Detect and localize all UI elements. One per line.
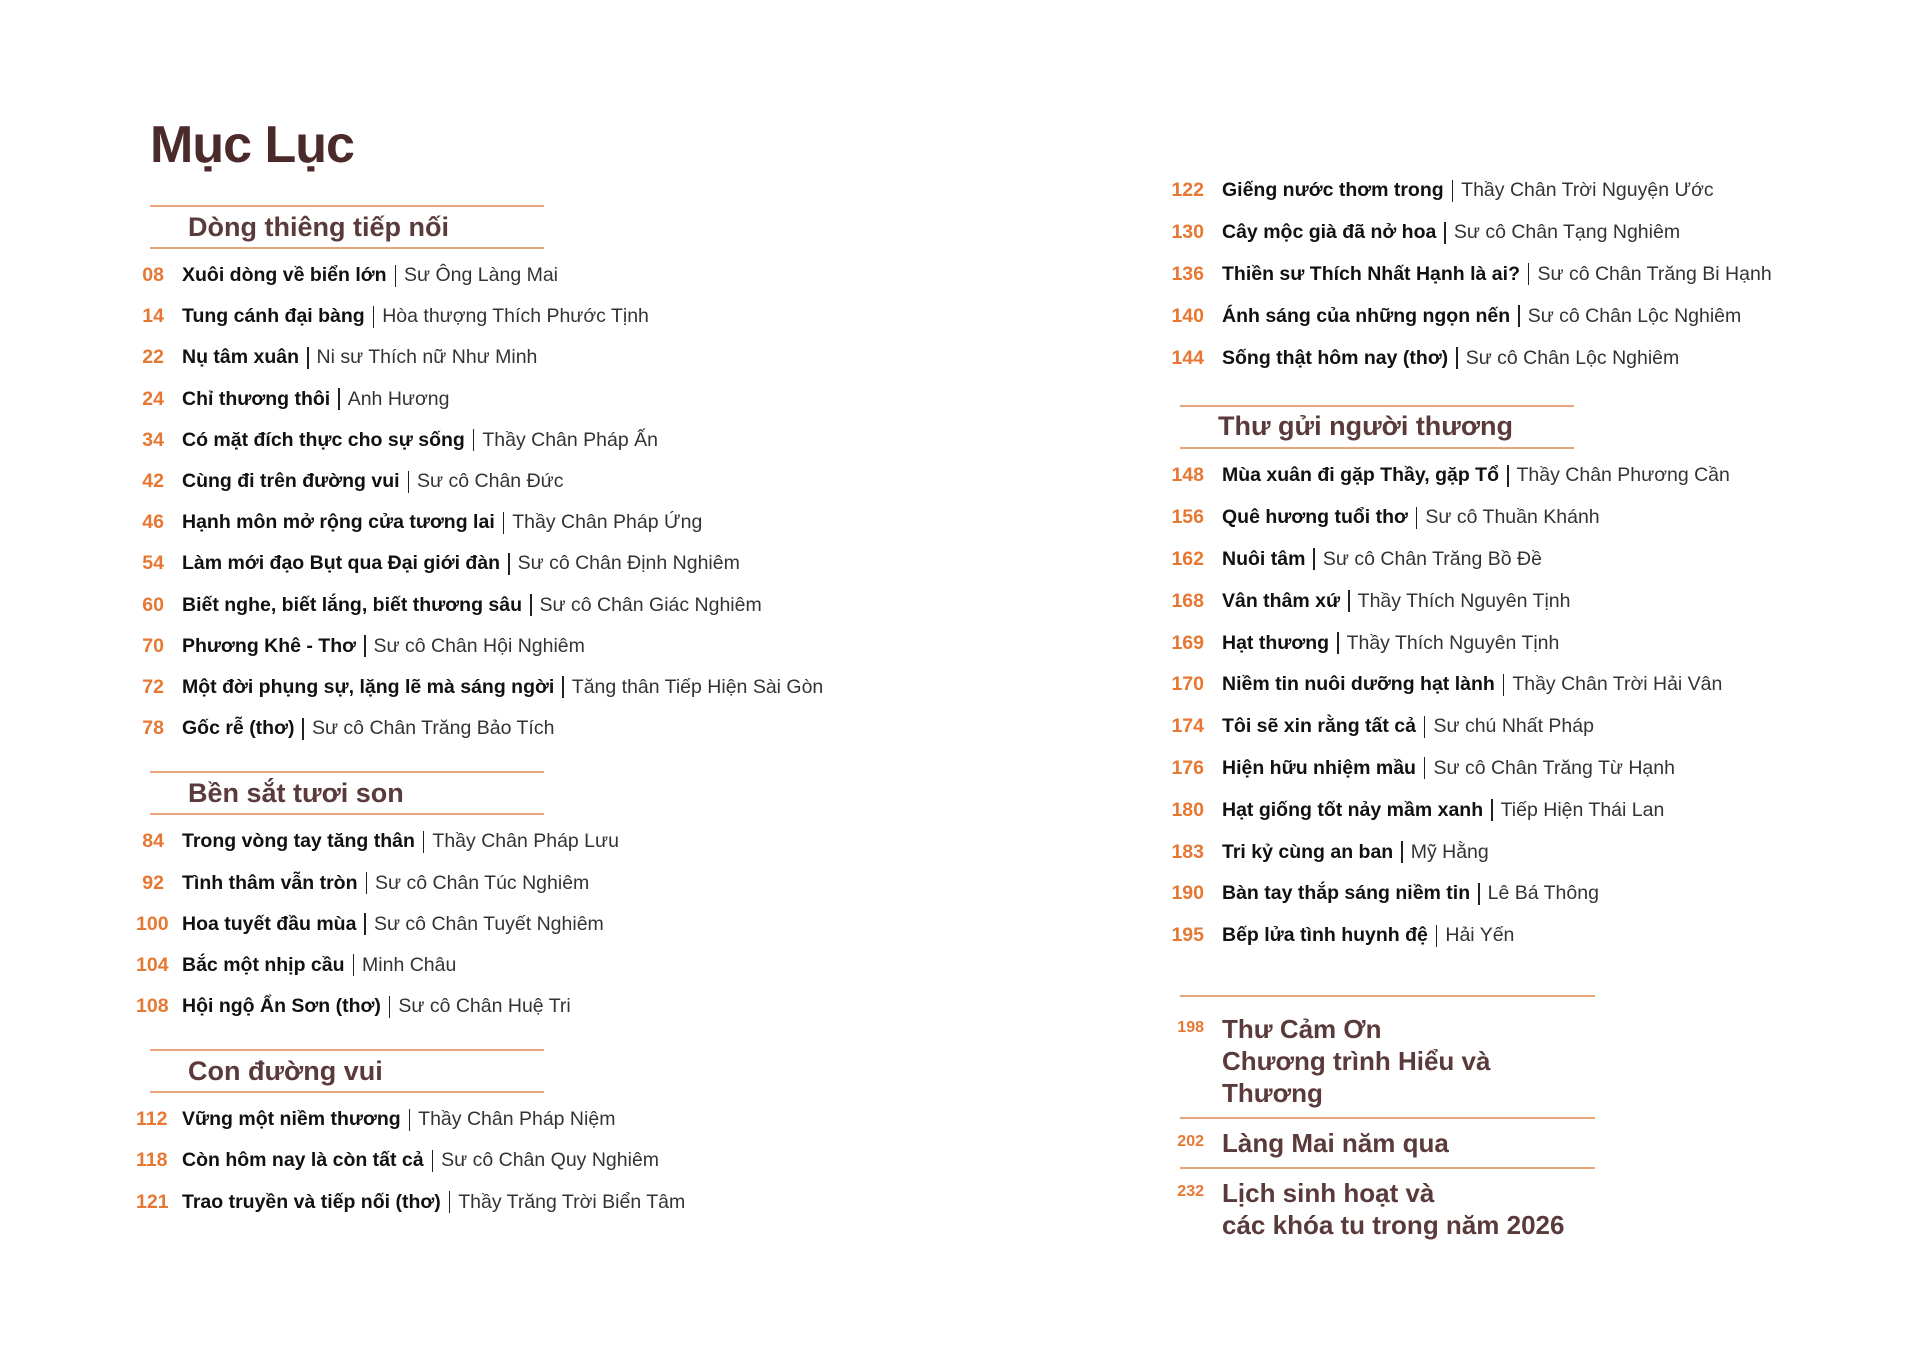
- entry-title: Tung cánh đại bàng: [182, 305, 365, 328]
- entry-author: Thầy Chân Pháp Lưu: [432, 830, 619, 853]
- entry-title: Hạt giống tốt nảy mầm xanh: [1222, 798, 1484, 821]
- toc-entry[interactable]: [1171, 497, 1880, 539]
- entry-author: Thầy Chân Pháp Ứng: [512, 511, 703, 534]
- page-number: 130: [1171, 221, 1204, 244]
- entry-author: Sư cô Chân Đức: [417, 470, 564, 493]
- toc-entry[interactable]: [1171, 539, 1880, 581]
- entry-title: Còn hôm nay là còn tất cả: [182, 1149, 424, 1172]
- separator-bar: [1456, 347, 1458, 369]
- major-entries: [1177, 995, 1595, 1249]
- toc-entry[interactable]: [1171, 873, 1880, 915]
- toc-entry[interactable]: [1171, 748, 1880, 790]
- toc-entry[interactable]: [142, 337, 910, 378]
- page-number: 92: [142, 871, 164, 894]
- section-heading: Con đường vui: [150, 1049, 544, 1093]
- separator-bar: [1416, 507, 1418, 529]
- entry-title: Trao truyền và tiếp nối (thơ): [182, 1190, 441, 1213]
- entry-title: Quê hương tuổi thơ: [1222, 506, 1408, 529]
- separator-bar: [508, 553, 510, 575]
- right-top-entries: [1171, 170, 1880, 379]
- toc-entry[interactable]: [136, 986, 910, 1027]
- separator-bar: [395, 265, 397, 287]
- toc-entry[interactable]: [136, 1182, 910, 1223]
- entry-author: Thầy Chân Trời Hải Vân: [1512, 673, 1723, 696]
- page-number: 156: [1171, 506, 1204, 529]
- entry-author: Sư cô Chân Lộc Nghiêm: [1465, 346, 1680, 369]
- entry-author: Thầy Chân Phương Cần: [1516, 464, 1730, 487]
- separator-bar: [1436, 925, 1438, 947]
- entry-author: Sư cô Chân Trăng Bồ Đề: [1322, 547, 1542, 570]
- page-number: 195: [1171, 924, 1204, 947]
- separator-bar: [1337, 632, 1339, 654]
- entry-title: Cây mộc già đã nở hoa: [1222, 221, 1437, 244]
- major-entry-title: [1222, 1177, 1564, 1241]
- entry-author: Sư cô Chân Tuyết Nghiêm: [373, 912, 604, 935]
- separator-bar: [530, 594, 532, 616]
- page-number: 60: [142, 593, 164, 616]
- entry-title: Cùng đi trên đường vui: [182, 470, 400, 493]
- entry-author: Sư Ông Làng Mai: [404, 264, 559, 287]
- toc-entry[interactable]: [1171, 580, 1880, 622]
- toc-entry[interactable]: [142, 862, 910, 903]
- entry-author: Thầy Chân Pháp Niệm: [418, 1108, 616, 1131]
- entry-title: Hoa tuyết đầu mùa: [182, 912, 357, 935]
- toc-entry[interactable]: [142, 708, 910, 749]
- toc-entry[interactable]: [1171, 212, 1880, 254]
- separator-bar: [1401, 841, 1403, 863]
- page-number: 174: [1171, 715, 1204, 738]
- entry-title: Thiền sư Thích Nhất Hạnh là ai?: [1222, 262, 1520, 285]
- entry-title: Xuôi dòng về biển lớn: [182, 264, 387, 287]
- page-number: 22: [142, 346, 164, 369]
- toc-entry[interactable]: [136, 1140, 910, 1181]
- page-number: 70: [142, 634, 164, 657]
- page-number: 202: [1177, 1132, 1204, 1150]
- separator-bar: [423, 831, 425, 853]
- toc-entry[interactable]: [142, 626, 910, 667]
- separator-bar: [473, 429, 475, 451]
- entry-author: Mỹ Hằng: [1410, 840, 1489, 863]
- entry-title: Có mặt đích thực cho sự sống: [182, 428, 465, 451]
- entry-title: Hạt thương: [1222, 631, 1330, 654]
- toc-entry[interactable]: [1171, 831, 1880, 873]
- toc-entry[interactable]: [142, 543, 910, 584]
- entry-author: Thầy Trăng Trời Biển Tâm: [458, 1190, 686, 1213]
- entry-author: Tăng thân Tiếp Hiện Sài Gòn: [571, 675, 824, 698]
- page-number: 104: [136, 953, 169, 976]
- entry-title: Trong vòng tay tăng thân: [182, 830, 415, 853]
- major-entry-title: [1222, 1013, 1595, 1109]
- entry-author: Minh Châu: [362, 953, 457, 976]
- separator-bar: [1518, 305, 1520, 327]
- page-number: 144: [1171, 346, 1204, 369]
- entry-author: Sư cô Chân Giác Nghiêm: [539, 593, 762, 616]
- toc-entry[interactable]: [142, 502, 910, 543]
- toc-entry[interactable]: [142, 461, 910, 502]
- separator-bar: [1507, 465, 1509, 487]
- separator-bar: [307, 347, 309, 369]
- major-toc-entry[interactable]: [1177, 1117, 1595, 1167]
- separator-bar: [432, 1150, 434, 1172]
- entry-title: Gốc rễ (thơ): [182, 717, 295, 740]
- entry-author: Tiếp Hiện Thái Lan: [1500, 798, 1665, 821]
- toc-entry[interactable]: [1171, 789, 1880, 831]
- page-number: 170: [1171, 673, 1204, 696]
- entry-author: Anh Hương: [347, 387, 450, 410]
- right-section-entries: [1171, 455, 1880, 957]
- separator-bar: [302, 718, 304, 740]
- toc-entry[interactable]: [1171, 915, 1880, 957]
- entry-title: Một đời phụng sự, lặng lẽ mà sáng ngời: [182, 675, 555, 698]
- entry-author: Sư chú Nhất Pháp: [1433, 715, 1594, 738]
- entry-author: Thầy Chân Trời Nguyện Ước: [1461, 179, 1714, 202]
- entry-title: Làm mới đạo Bụt qua Đại giới đàn: [182, 552, 501, 575]
- entry-title: Hiện hữu nhiệm mầu: [1222, 756, 1416, 779]
- entry-author: Lê Bá Thông: [1487, 882, 1599, 905]
- page-number: 168: [1171, 589, 1204, 612]
- page-number: 183: [1171, 840, 1204, 863]
- section-heading: Bền sắt tươi son: [150, 771, 544, 815]
- entry-title: Phương Khê - Thơ: [182, 634, 356, 657]
- entry-title: Vững một niềm thương: [182, 1108, 401, 1131]
- entry-author: Sư cô Chân Hội Nghiêm: [373, 634, 585, 657]
- entry-title: Bàn tay thắp sáng niềm tin: [1222, 882, 1471, 905]
- toc-entry[interactable]: [136, 904, 910, 945]
- page-title: Mục Lục: [150, 116, 354, 174]
- entry-title: Vân thâm xứ: [1222, 589, 1341, 612]
- separator-bar: [364, 635, 366, 657]
- entry-title: Tôi sẽ xin rằng tất cả: [1222, 715, 1416, 738]
- entry-author: Sư cô Chân Trăng Bi Hạnh: [1537, 262, 1772, 285]
- entry-author: Ni sư Thích nữ Như Minh: [316, 346, 538, 369]
- entry-title: Chỉ thương thôi: [182, 387, 331, 410]
- entry-author: Thầy Thích Nguyên Tịnh: [1357, 589, 1571, 612]
- major-toc-entry[interactable]: [1177, 995, 1595, 1117]
- major-toc-entry[interactable]: [1177, 1167, 1595, 1249]
- entry-title: Niềm tin nuôi dưỡng hạt lành: [1222, 673, 1495, 696]
- entry-title: Nụ tâm xuân: [182, 346, 300, 369]
- page-number: 176: [1171, 756, 1204, 779]
- page-number: 78: [142, 717, 164, 740]
- entry-author: Sư cô Chân Lộc Nghiêm: [1527, 304, 1742, 327]
- page-number: 122: [1171, 179, 1204, 202]
- entry-author: Hải Yến: [1445, 924, 1515, 947]
- toc-entry[interactable]: [142, 821, 910, 862]
- page-number: 118: [136, 1149, 168, 1172]
- entry-title: Hạnh môn mở rộng cửa tương lai: [182, 511, 495, 534]
- entry-author: Sư cô Thuần Khánh: [1425, 506, 1600, 529]
- entry-author: Sư cô Chân Định Nghiêm: [517, 552, 740, 575]
- section-heading: Dòng thiêng tiếp nối: [150, 205, 544, 249]
- entry-author: Thầy Thích Nguyên Tịnh: [1346, 631, 1560, 654]
- page-number: 136: [1171, 262, 1204, 285]
- separator-bar: [1348, 590, 1350, 612]
- entry-author: Hòa thượng Thích Phước Tịnh: [382, 305, 649, 328]
- page-number: 232: [1177, 1182, 1204, 1200]
- page-number: 162: [1171, 547, 1204, 570]
- toc-entry[interactable]: [136, 1099, 910, 1140]
- entry-author: Sư cô Chân Tạng Nghiêm: [1453, 221, 1681, 244]
- separator-bar: [1452, 180, 1454, 202]
- page-number: 42: [142, 470, 164, 493]
- separator-bar: [562, 676, 564, 698]
- toc-entry[interactable]: [1171, 170, 1880, 212]
- entry-author: Sư cô Chân Túc Nghiêm: [375, 871, 590, 894]
- right-column: [1171, 170, 1880, 1249]
- page-number: 140: [1171, 304, 1204, 327]
- page-number: 198: [1177, 1018, 1204, 1036]
- separator-bar: [1424, 757, 1426, 779]
- separator-bar: [503, 512, 505, 534]
- entry-title: Ánh sáng của những ngọn nến: [1222, 304, 1511, 327]
- entry-title: Biết nghe, biết lắng, biết thương sâu: [182, 593, 522, 616]
- entry-title: Sống thật hôm nay (thơ): [1222, 346, 1449, 369]
- entry-author: Sư cô Chân Trăng Từ Hạnh: [1433, 756, 1675, 779]
- page-number: 34: [142, 428, 164, 451]
- separator-bar: [338, 388, 340, 410]
- section-heading: Thư gửi người thương: [1180, 405, 1574, 449]
- page-number: 08: [142, 264, 164, 287]
- separator-bar: [373, 306, 375, 328]
- major-entry-line1: Lịch sinh hoạt và: [1222, 1177, 1435, 1208]
- separator-bar: [449, 1191, 451, 1213]
- toc-entry[interactable]: [1171, 706, 1880, 748]
- entry-title: Hội ngộ Ẩn Sơn (thơ): [182, 995, 381, 1018]
- toc-entry[interactable]: [142, 296, 910, 337]
- page-number: 108: [136, 995, 169, 1018]
- major-entry-line1: Làng Mai năm qua: [1222, 1127, 1449, 1158]
- separator-bar: [1478, 883, 1480, 905]
- page-number: 190: [1171, 882, 1204, 905]
- entry-title: Mùa xuân đi gặp Thầy, gặp Tổ: [1222, 464, 1499, 487]
- entry-title: Tri kỷ cùng an ban: [1222, 840, 1394, 863]
- entry-title: Bếp lửa tình huynh đệ: [1222, 924, 1428, 947]
- page-number: 24: [142, 387, 164, 410]
- separator-bar: [353, 954, 355, 976]
- major-entry-line1: Thư Cảm Ơn: [1222, 1013, 1382, 1044]
- separator-bar: [1503, 674, 1505, 696]
- page-number: 84: [142, 830, 164, 853]
- separator-bar: [1313, 548, 1315, 570]
- toc-entry[interactable]: [142, 379, 910, 420]
- separator-bar: [366, 872, 368, 894]
- entry-title: Giếng nước thơm trong: [1222, 179, 1444, 202]
- entry-author: Sư cô Chân Huệ Tri: [398, 995, 571, 1018]
- left-column: [136, 115, 910, 1223]
- toc-entry[interactable]: [1171, 337, 1880, 379]
- separator-bar: [389, 996, 391, 1018]
- page-number: 100: [136, 912, 169, 935]
- left-sections: [136, 205, 910, 1223]
- separator-bar: [1491, 799, 1493, 821]
- entry-author: Sư cô Chân Trăng Bảo Tích: [311, 717, 555, 740]
- page-number: 169: [1171, 631, 1204, 654]
- toc-entry[interactable]: [136, 945, 910, 986]
- page-number: 14: [142, 305, 164, 328]
- entry-author: Thầy Chân Pháp Ấn: [482, 428, 658, 451]
- page-number: 148: [1171, 464, 1204, 487]
- toc-entry[interactable]: [1171, 295, 1880, 337]
- separator-bar: [1528, 263, 1530, 285]
- page-number: 54: [142, 552, 164, 575]
- separator-bar: [408, 471, 410, 493]
- page-number: 180: [1171, 798, 1204, 821]
- major-entry-line2: các khóa tu trong năm 2026: [1222, 1209, 1565, 1240]
- page-number: 46: [142, 511, 164, 534]
- major-entry-line2: Chương trình Hiểu và Thương: [1222, 1045, 1491, 1108]
- toc-entry[interactable]: [142, 585, 910, 626]
- page-number: 72: [142, 675, 164, 698]
- toc-entry[interactable]: [1171, 455, 1880, 497]
- entry-author: Sư cô Chân Quy Nghiêm: [441, 1149, 660, 1172]
- toc-entry[interactable]: [142, 420, 910, 461]
- separator-bar: [1444, 222, 1446, 244]
- page-number: 112: [136, 1108, 168, 1131]
- separator-bar: [364, 913, 366, 935]
- toc-entry[interactable]: [1171, 622, 1880, 664]
- entry-title: Tình thâm vẫn tròn: [182, 871, 358, 894]
- entry-title: Nuôi tâm: [1222, 547, 1306, 570]
- entry-title: Bắc một nhịp cầu: [182, 953, 345, 976]
- toc-entry[interactable]: [1171, 664, 1880, 706]
- toc-entry[interactable]: [1171, 254, 1880, 296]
- toc-entry[interactable]: [142, 255, 910, 296]
- separator-bar: [1424, 716, 1426, 738]
- major-entry-title: [1222, 1127, 1449, 1159]
- toc-entry[interactable]: [142, 667, 910, 708]
- page-number: 121: [136, 1190, 169, 1213]
- separator-bar: [409, 1109, 411, 1131]
